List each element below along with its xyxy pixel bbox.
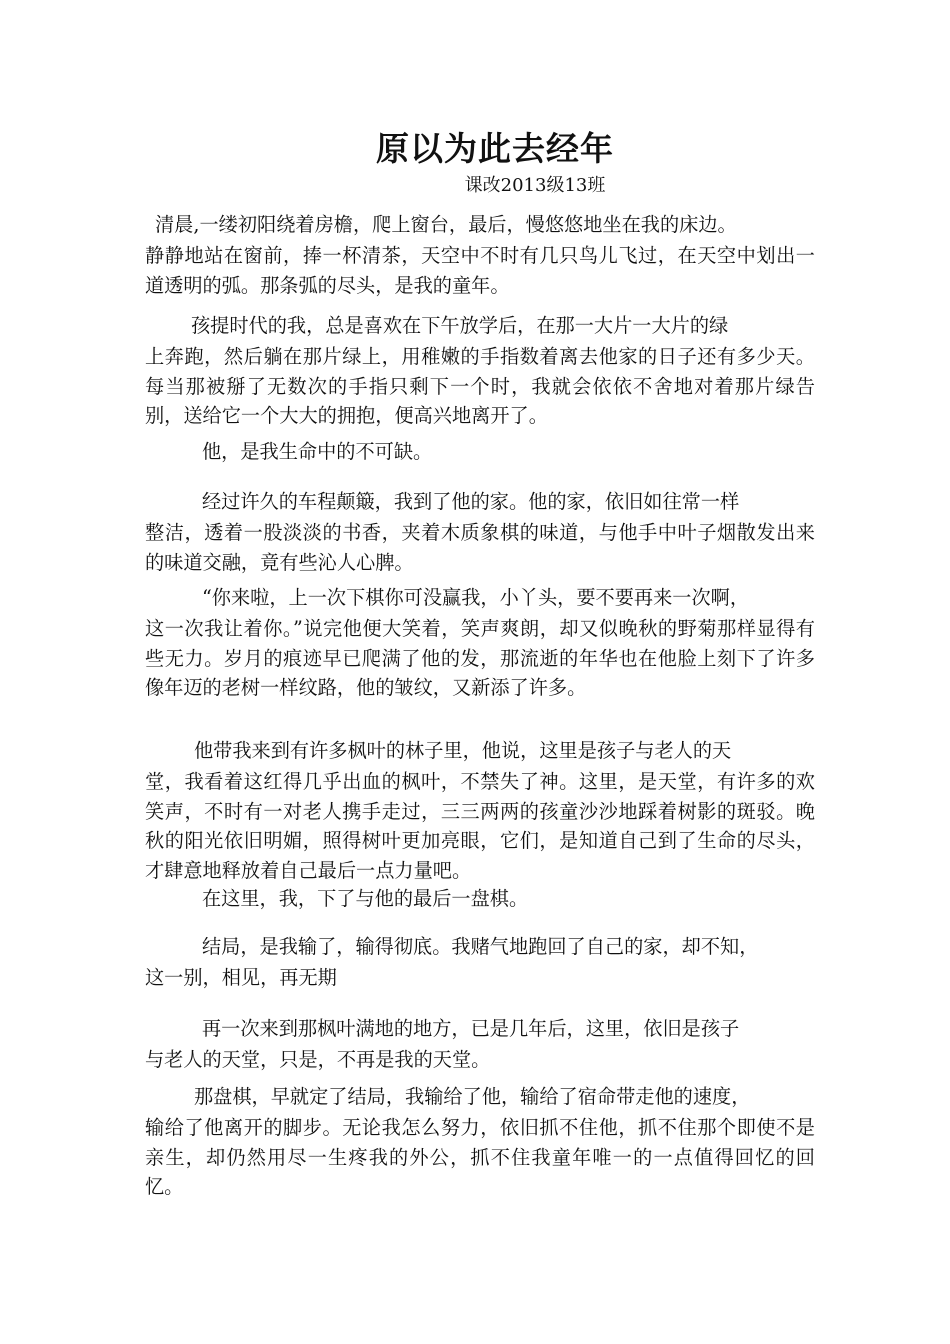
document-subtitle: 课改2013级13班 [464,175,606,196]
paragraph-8-first-line: 结局，是我输了，输得彻底。我赌气地跑回了自己的家，却不知， [202,935,759,958]
paragraph-7 [145,880,815,915]
paragraph-2 [145,307,815,431]
paragraph-1 [145,206,815,300]
paragraph-4-body: 整洁，透着一股淡淡的书香，夹着木质象棋的味道，与他手中叶子烟散发出来的味道交融，竟有些沁人心脾。 [145,521,815,574]
paragraph-8 [145,928,815,993]
paragraph-2-body: 上奔跑，然后躺在那片绿上，用稚嫩的手指数着离去他家的日子还有多少天。每当那被掰了无数次的手指只剩下一个时，我就会依依不舍地对着那片绿告别，送给它一个大大的拥抱，便高兴地离开了。 [145,345,815,427]
paragraph-9-first-line: 再一次来到那枫叶满地的地方，已是几年后，这里，依旧是孩子 [202,1017,740,1040]
paragraph-4-first-line: 经过许久的车程颠簸，我到了他的家。他的家，依旧如往常一样 [202,490,740,513]
document-title: 原以为此去经年 [376,129,614,168]
paragraph-9 [145,1010,815,1075]
paragraph-6-body: 堂，我看着这红得几乎出血的枫叶，不禁失了神。这里，是天堂，有许多的欢笑声，不时有一对老人携手走过，三三两两的孩童沙沙地踩着树影的斑驳。晚秋的阳光依旧明媚，照得树叶更加亮眼，它们，是知道自己到了生命的尽头，才肆意地释放着自己最后一点力量吧。 [145,770,815,882]
paragraph-8-body: 这一别，相见，再无期 [145,966,337,989]
paragraph-5-body: 这一次我让着你。”说完他便大笑着，笑声爽朗，却又似晚秋的野菊那样显得有些无力。岁月的痕迹早已爬满了他的发，那流逝的年华也在他脸上刻下了许多像年迈的老树一样纹路，他的皱纹，又新添了许多。 [145,617,815,699]
paragraph-4 [145,483,815,577]
paragraph-10 [145,1078,815,1202]
paragraph-3 [145,433,815,468]
paragraph-5-first-line: “你来啦，上一次下棋你可没赢我，小丫头，要不要再来一次啊， [202,586,750,609]
paragraph-9-body: 与老人的天堂，只是，不再是我的天堂。 [145,1048,491,1071]
paragraph-6 [145,732,815,885]
paragraph-3-first-line: 他，是我生命中的不可缺。 [202,440,433,463]
paragraph-2-first-line: 孩提时代的我，总是喜欢在下午放学后，在那一大片一大片的绿 [191,314,729,337]
paragraph-10-body: 输给了他离开的脚步。无论我怎么努力，依旧抓不住他，抓不住那个即使不是亲生，却仍然用尽一生疼我的外公，抓不住我童年唯一的一点值得回忆的回忆。 [145,1116,815,1198]
paragraph-6-first-line: 他带我来到有许多枫叶的林子里，他说，这里是孩子与老人的天 [194,739,732,762]
paragraph-1-first-line: 清晨,一缕初阳绕着房檐，爬上窗台，最后，慢悠悠地坐在我的床边。 [155,213,737,236]
paragraph-1-body: 静静地站在窗前，捧一杯清茶，天空中不时有几只鸟儿飞过，在天空中划出一道透明的弧。那条弧的尽头，是我的童年。 [145,244,815,297]
paragraph-10-first-line: 那盘棋，早就定了结局，我输给了他，输给了宿命带走他的速度， [194,1085,751,1108]
paragraph-5 [145,579,815,703]
paragraph-7-first-line: 在这里，我，下了与他的最后一盘棋。 [202,887,529,910]
